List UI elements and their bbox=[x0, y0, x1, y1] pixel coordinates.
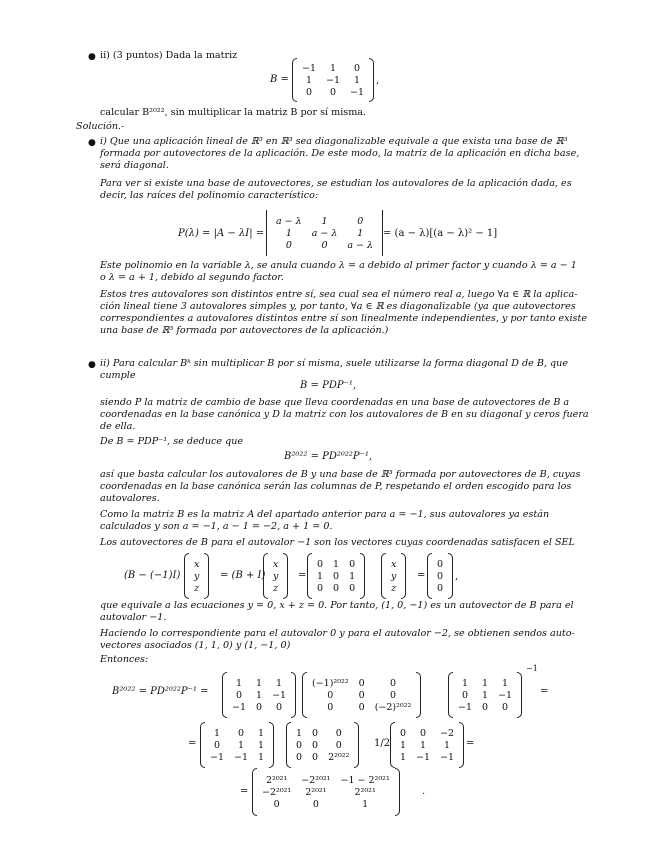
det-cell: 0 bbox=[321, 239, 328, 251]
vec-cell: y bbox=[273, 570, 279, 582]
poly-rhs: = (a − λ)[(a − λ)² − 1] bbox=[383, 228, 498, 239]
matrix-r2b-cell: 2²⁰²² bbox=[328, 751, 350, 763]
matrix-bi bbox=[307, 553, 365, 599]
i-p3l2: o λ = a + 1, debido al segundo factor. bbox=[100, 272, 284, 283]
matrix-d-cell: (−2)²⁰²² bbox=[374, 701, 412, 713]
matrix-d-cell: 0 bbox=[390, 689, 397, 701]
matrix-bi-cell: 0 bbox=[349, 582, 356, 594]
matrix-b-cell: 0 bbox=[330, 86, 337, 98]
poly-lhs: P(λ) = |A − λI| = bbox=[178, 228, 265, 239]
matrix-p-inv-cell: 0 bbox=[461, 689, 469, 701]
matrix-d-cell: (−1)²⁰²² bbox=[312, 677, 349, 689]
matrix-b-cell: 1 bbox=[330, 62, 337, 74]
matrix-p-cell: 1 bbox=[256, 677, 263, 689]
matrix-r2c-cell: 0 bbox=[400, 727, 407, 739]
matrix-p-cell: 1 bbox=[276, 677, 283, 689]
ii-l6: De B = PDP⁻¹, se deduce que bbox=[100, 436, 244, 447]
vec-cell: x bbox=[273, 558, 279, 570]
i-line1: i) Que una aplicación lineal de ℝ³ en ℝ³ sea diagonalizable equivale a que exista una base de ℝ³ bbox=[100, 136, 568, 147]
matrix-r2a-cell: 1 bbox=[258, 727, 265, 739]
i-p4l1: Estos tres autovalores son distintos entre sí, sea cual sea el número real a, luego ∀a ∈ ℝ la aplica- bbox=[100, 289, 578, 300]
det-cell: a − λ bbox=[347, 239, 374, 251]
ii-l14: autovalor −1. bbox=[100, 612, 167, 623]
eq-sign-4: = bbox=[240, 786, 249, 797]
matrix-p-inv-cell: 1 bbox=[502, 677, 509, 689]
matrix-bi-cell: 0 bbox=[317, 558, 324, 570]
i-line2: formada por autovectores de la aplicación. De este modo, la matriz de la aplicación en dicha base, bbox=[100, 148, 580, 159]
vec-cell: x bbox=[194, 558, 200, 570]
matrix-d bbox=[302, 672, 421, 718]
matrix-p-cell: 1 bbox=[256, 689, 263, 701]
bullet: ● bbox=[88, 52, 96, 62]
matrix-d-cell: 0 bbox=[390, 677, 397, 689]
matrix-result-cell: 1 bbox=[362, 798, 369, 810]
det-cell: 0 bbox=[357, 215, 364, 227]
matrix-p-cell: 0 bbox=[256, 701, 263, 713]
matrix-p-inv-cell: −1 bbox=[498, 689, 513, 701]
ii-l15: Haciendo lo correspondiente para el autovalor 0 y para el autovalor −2, se obtienen sendos auto- bbox=[100, 628, 575, 639]
det-matrix bbox=[266, 210, 383, 256]
i-p3l1: Este polinomio en la variable λ, se anula cuando λ = a debido al primer factor y cuando λ = a − 1 bbox=[100, 260, 577, 271]
matrix-r2b-cell: 0 bbox=[312, 739, 319, 751]
bullet: ● bbox=[88, 360, 96, 370]
det-cell: a − λ bbox=[311, 227, 338, 239]
matrix-p-inv-cell: 0 bbox=[482, 701, 489, 713]
matrix-result-cell: 0 bbox=[273, 798, 280, 810]
matrix-p-cell: 0 bbox=[235, 689, 243, 701]
matrix-bi-cell: 1 bbox=[333, 558, 340, 570]
matrix-b-cell: 1 bbox=[354, 74, 361, 86]
ii-l12: Los autovectores de B para el autovalor −1 son los vectores cuyas coordenadas satisfacen el SEL bbox=[100, 537, 575, 548]
fin-lhs: B²⁰²² = PD²⁰²²P⁻¹ = bbox=[112, 686, 209, 697]
ii-l7: así que basta calcular los autovalores de B y una base de ℝ³ formada por autovectores de B, cuyas bbox=[100, 469, 581, 480]
ii-eq2: B²⁰²² = PD²⁰²²P⁻¹, bbox=[284, 451, 373, 462]
matrix-result-cell: −1 − 2²⁰²¹ bbox=[340, 774, 390, 786]
det-cell: 0 bbox=[285, 239, 292, 251]
matrix-d-cell: 0 bbox=[358, 689, 365, 701]
ii-l9: autovalores. bbox=[100, 493, 160, 504]
matrix-bi-cell: 1 bbox=[349, 570, 356, 582]
vec-xyz-1 bbox=[184, 553, 209, 599]
ii-l1: ii) Para calcular Bᵏ sin multiplicar B por sí misma, suele utilizarse la forma diagonal D de B, que bbox=[100, 358, 569, 369]
matrix-result bbox=[252, 768, 400, 816]
det-cell: 1 bbox=[285, 227, 292, 239]
matrix-p-cell: −1 bbox=[272, 689, 287, 701]
matrix-r2c-cell: −2 bbox=[440, 727, 455, 739]
bullet: ● bbox=[88, 138, 96, 148]
matrix-r2b bbox=[286, 722, 359, 768]
i-p2l2: decir, las raíces del polinomio característico: bbox=[100, 190, 319, 201]
ii-l17: Entonces: bbox=[100, 654, 149, 665]
i-line3: será diagonal. bbox=[100, 160, 169, 171]
vec-xyz-2 bbox=[263, 553, 288, 599]
matrix-r2c-cell: 1 bbox=[444, 739, 451, 751]
vec-cell: z bbox=[391, 582, 397, 594]
matrix-p-inv-cell: 1 bbox=[482, 689, 489, 701]
det-cell: 1 bbox=[321, 215, 328, 227]
inv-exp: −1 bbox=[526, 664, 538, 673]
i-p4l3: correspondientes a autovalores distintos entre sí son linealmente independientes, y por tanto existe bbox=[100, 313, 588, 324]
final-dot: . bbox=[422, 786, 426, 797]
prompt-label: ii) (3 puntos) Dada la matriz bbox=[100, 50, 238, 61]
matrix-b-cell: 0 bbox=[305, 86, 313, 98]
matrix-d-cell: 0 bbox=[327, 701, 334, 713]
eq-sign-1: = bbox=[540, 686, 549, 697]
ii-l11: calculados y son a = −1, a − 1 = −2, a + 1 = 0. bbox=[100, 521, 333, 532]
sel-b: = (B + I) bbox=[220, 570, 266, 581]
matrix-result-cell: 0 bbox=[312, 798, 319, 810]
matrix-r2a-cell: 1 bbox=[238, 739, 245, 751]
matrix-r2b-cell: 0 bbox=[335, 727, 342, 739]
ii-l5: de ella. bbox=[100, 421, 136, 432]
sel-a: (B − (−1)I) bbox=[124, 570, 181, 581]
ii-l4: coordenadas en la base canónica y D la matriz con los autovalores de B en su diagonal y ceros fuera bbox=[100, 409, 589, 420]
matrix-bi-cell: 0 bbox=[317, 582, 324, 594]
ii-l8: coordenadas en la base canónica serán las columnas de P, respetando el orden escogido para los bbox=[100, 481, 572, 492]
vec-xyz-3 bbox=[381, 553, 406, 599]
det-cell: 1 bbox=[357, 227, 364, 239]
matrix-r2a-cell: 1 bbox=[213, 727, 221, 739]
ii-l10: Como la matriz B es la matriz A del apartado anterior para a = −1, sus autovalores ya están bbox=[100, 509, 550, 520]
matrix-r2a-cell: −1 bbox=[210, 751, 225, 763]
vec-zero-cell: 0 bbox=[437, 558, 444, 570]
vec-cell: y bbox=[194, 570, 200, 582]
matrix-b-cell: −1 bbox=[302, 62, 317, 74]
vec-cell: z bbox=[273, 582, 279, 594]
vec-zero-cell: 0 bbox=[437, 570, 444, 582]
matrix-result-cell: −2²⁰²¹ bbox=[262, 786, 292, 798]
matrix-r2b-cell: 0 bbox=[296, 751, 303, 763]
solucion-heading: Solución.- bbox=[76, 121, 125, 132]
vec-cell: z bbox=[194, 582, 200, 594]
matrix-result-cell: 2²⁰²¹ bbox=[354, 786, 376, 798]
matrix-r2a-cell: 1 bbox=[258, 739, 265, 751]
matrix-p bbox=[222, 672, 296, 718]
i-p2l1: Para ver si existe una base de autovectores, se estudian los autovalores de la aplicación dada, es bbox=[100, 178, 572, 189]
matrix-r2c-cell: −1 bbox=[440, 751, 455, 763]
sel-c: = bbox=[298, 570, 307, 581]
matrix-r2a bbox=[200, 722, 274, 768]
matrix-r2b-cell: 0 bbox=[335, 739, 342, 751]
matrix-result-cell: −2²⁰²¹ bbox=[301, 774, 331, 786]
ii-l3: siendo P la matriz de cambio de base que lleva coordenadas en una base de autovectores de B a bbox=[100, 397, 570, 408]
matrix-p-cell: 0 bbox=[276, 701, 283, 713]
ii-eq1: B = PDP⁻¹, bbox=[300, 380, 357, 391]
det-cell: a − λ bbox=[276, 215, 302, 227]
matrix-d-cell: 0 bbox=[358, 701, 365, 713]
b-eq: B = bbox=[270, 74, 289, 85]
matrix-b-cell: −1 bbox=[326, 74, 341, 86]
vec-zeros: 0 0 0 , bbox=[427, 553, 458, 599]
matrix-p-inv-cell: 0 bbox=[502, 701, 509, 713]
matrix-b-cell: 0 bbox=[354, 62, 361, 74]
matrix-p-inv-cell: 1 bbox=[461, 677, 469, 689]
matrix-r2c-cell: 1 bbox=[400, 751, 407, 763]
matrix-d-cell: 0 bbox=[327, 689, 334, 701]
matrix-p-inv-cell: −1 bbox=[458, 701, 473, 713]
matrix-b: −1 1 0 1 −1 1 0 0 −1 , bbox=[292, 58, 379, 102]
matrix-p-cell: −1 bbox=[232, 701, 247, 713]
matrix-p-inv bbox=[448, 672, 522, 718]
matrix-b-cell: 1 bbox=[305, 74, 313, 86]
i-p4l2: ción lineal tiene 3 autovalores simples y, por tanto, ∀a ∈ ℝ es diagonalizable (ya que autovectores bbox=[100, 301, 576, 312]
matrix-r2a-cell: 1 bbox=[258, 751, 265, 763]
eq-sign-3: = bbox=[466, 738, 475, 749]
ii-l2: cumple bbox=[100, 370, 136, 381]
vec-cell: y bbox=[391, 570, 397, 582]
ii-l16: vectores asociados (1, 1, 0) y (1, −1, 0) bbox=[100, 640, 291, 651]
matrix-p-inv-cell: 1 bbox=[482, 677, 489, 689]
matrix-r2c-cell: 1 bbox=[400, 739, 407, 751]
matrix-r2c bbox=[390, 722, 464, 768]
eq-sign-2: = bbox=[188, 738, 197, 749]
matrix-r2b-cell: 0 bbox=[296, 739, 303, 751]
matrix-r2c-cell: 1 bbox=[420, 739, 427, 751]
i-p4l4: una base de ℝ³ formada por autovectores de la aplicación.) bbox=[100, 325, 389, 336]
ii-l13: que equivale a las ecuaciones y = 0, x + z = 0. Por tanto, (1, 0, −1) es un autovector de B para el bbox=[100, 600, 574, 611]
prompt-tail: calcular B²⁰²², sin multiplicar la matriz B por sí misma. bbox=[100, 107, 367, 118]
matrix-b-cell: −1 bbox=[350, 86, 365, 98]
matrix-r2a-cell: −1 bbox=[234, 751, 249, 763]
matrix-result-cell: 2²⁰²¹ bbox=[265, 774, 288, 786]
vec-cell: x bbox=[391, 558, 397, 570]
matrix-result-cell: 2²⁰²¹ bbox=[305, 786, 327, 798]
matrix-r2b-cell: 0 bbox=[312, 727, 319, 739]
vec-zero-cell: 0 bbox=[437, 582, 444, 594]
half: 1/2 bbox=[374, 738, 391, 749]
matrix-r2c-cell: −1 bbox=[416, 751, 431, 763]
matrix-r2b-cell: 0 bbox=[312, 751, 319, 763]
matrix-bi-cell: 1 bbox=[317, 570, 324, 582]
matrix-bi-cell: 0 bbox=[333, 570, 340, 582]
matrix-r2a-cell: 0 bbox=[238, 727, 245, 739]
matrix-r2b-cell: 1 bbox=[296, 727, 303, 739]
sel-d: = bbox=[417, 570, 426, 581]
matrix-d-cell: 0 bbox=[358, 677, 365, 689]
matrix-p-cell: 1 bbox=[235, 677, 243, 689]
matrix-bi-cell: 0 bbox=[333, 582, 340, 594]
matrix-bi-cell: 0 bbox=[349, 558, 356, 570]
matrix-r2a-cell: 0 bbox=[213, 739, 221, 751]
matrix-r2c-cell: 0 bbox=[420, 727, 427, 739]
